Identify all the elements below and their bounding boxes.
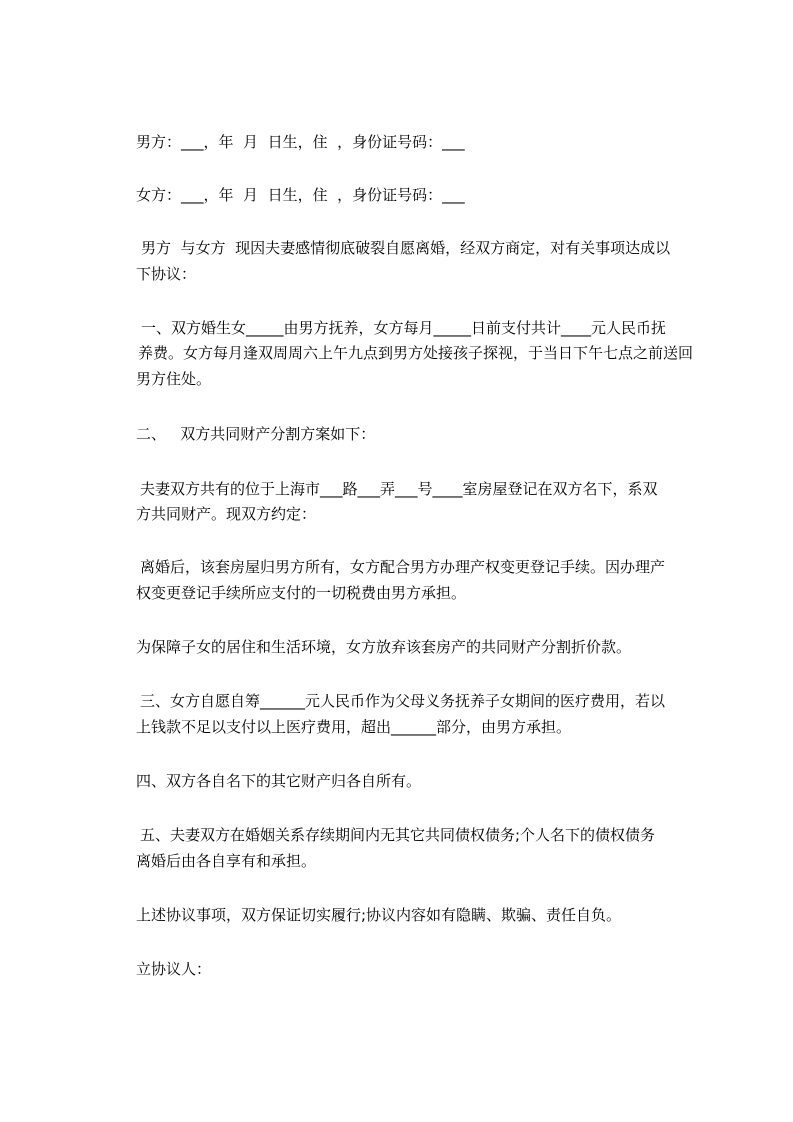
- man-info-line: 男方：___，年 月 日生，住 ，身份证号码：___: [136, 133, 465, 151]
- property-line-1: 夫妻双方共有的位于上海市___路___弄___号____室房屋登记在双方名下，系双: [140, 480, 658, 498]
- property-arrangement-line-2: 权变更登记手续所应支付的一切税费由男方承担。: [136, 584, 467, 602]
- woman-info-line: 女方：___，年 月 日生，住 ，身份证号码：___: [136, 186, 465, 204]
- clause-1-line-3: 男方住处。: [136, 370, 212, 388]
- clause-4-line: 四、双方各自名下的其它财产归各自所有。: [136, 772, 422, 790]
- clause-5-line-2: 离婚后由各自享有和承担。: [136, 852, 317, 870]
- property-waiver-line: 为保障子女的居住和生活环境，女方放弃该套房产的共同财产分割折价款。: [136, 638, 632, 656]
- preamble-line-1: 男方 与女方 现因夫妻感情彻底破裂自愿离婚，经双方商定，对有关事项达成以: [141, 239, 671, 257]
- property-arrangement-line-1: 离婚后，该套房屋归男方所有，女方配合男方办理产权变更登记手续。因办理产: [140, 558, 666, 576]
- property-line-2: 方共同财产。现双方约定：: [136, 505, 317, 523]
- preamble-line-2: 下协议：: [136, 265, 197, 283]
- clause-3-line-1: 三、女方自愿自筹______元人民币作为父母义务抚养子女期间的医疗费用，若以: [140, 692, 666, 710]
- clause-2-heading: 二、 双方共同财产分割方案如下：: [136, 425, 376, 443]
- clause-3-line-2: 上钱款不足以支付以上医疗费用，超出______部分，由男方承担。: [136, 718, 572, 736]
- clause-1-line-1: 一、双方婚生女_____由男方抚养，女方每月_____日前支付共计____元人民币抚: [141, 319, 667, 337]
- clause-5-line-1: 五、夫妻双方在婚姻关系存续期间内无其它共同债权债务;个人名下的债权债务: [140, 826, 656, 844]
- clause-1-line-2: 养费。女方每月逢双周周六上午九点到男方处接孩子探视，于当日下午七点之前送回: [138, 344, 694, 362]
- signatories-label: 立协议人：: [136, 960, 212, 978]
- guarantee-line: 上述协议事项，双方保证切实履行;协议内容如有隐瞒、欺骗、责任自负。: [136, 906, 622, 924]
